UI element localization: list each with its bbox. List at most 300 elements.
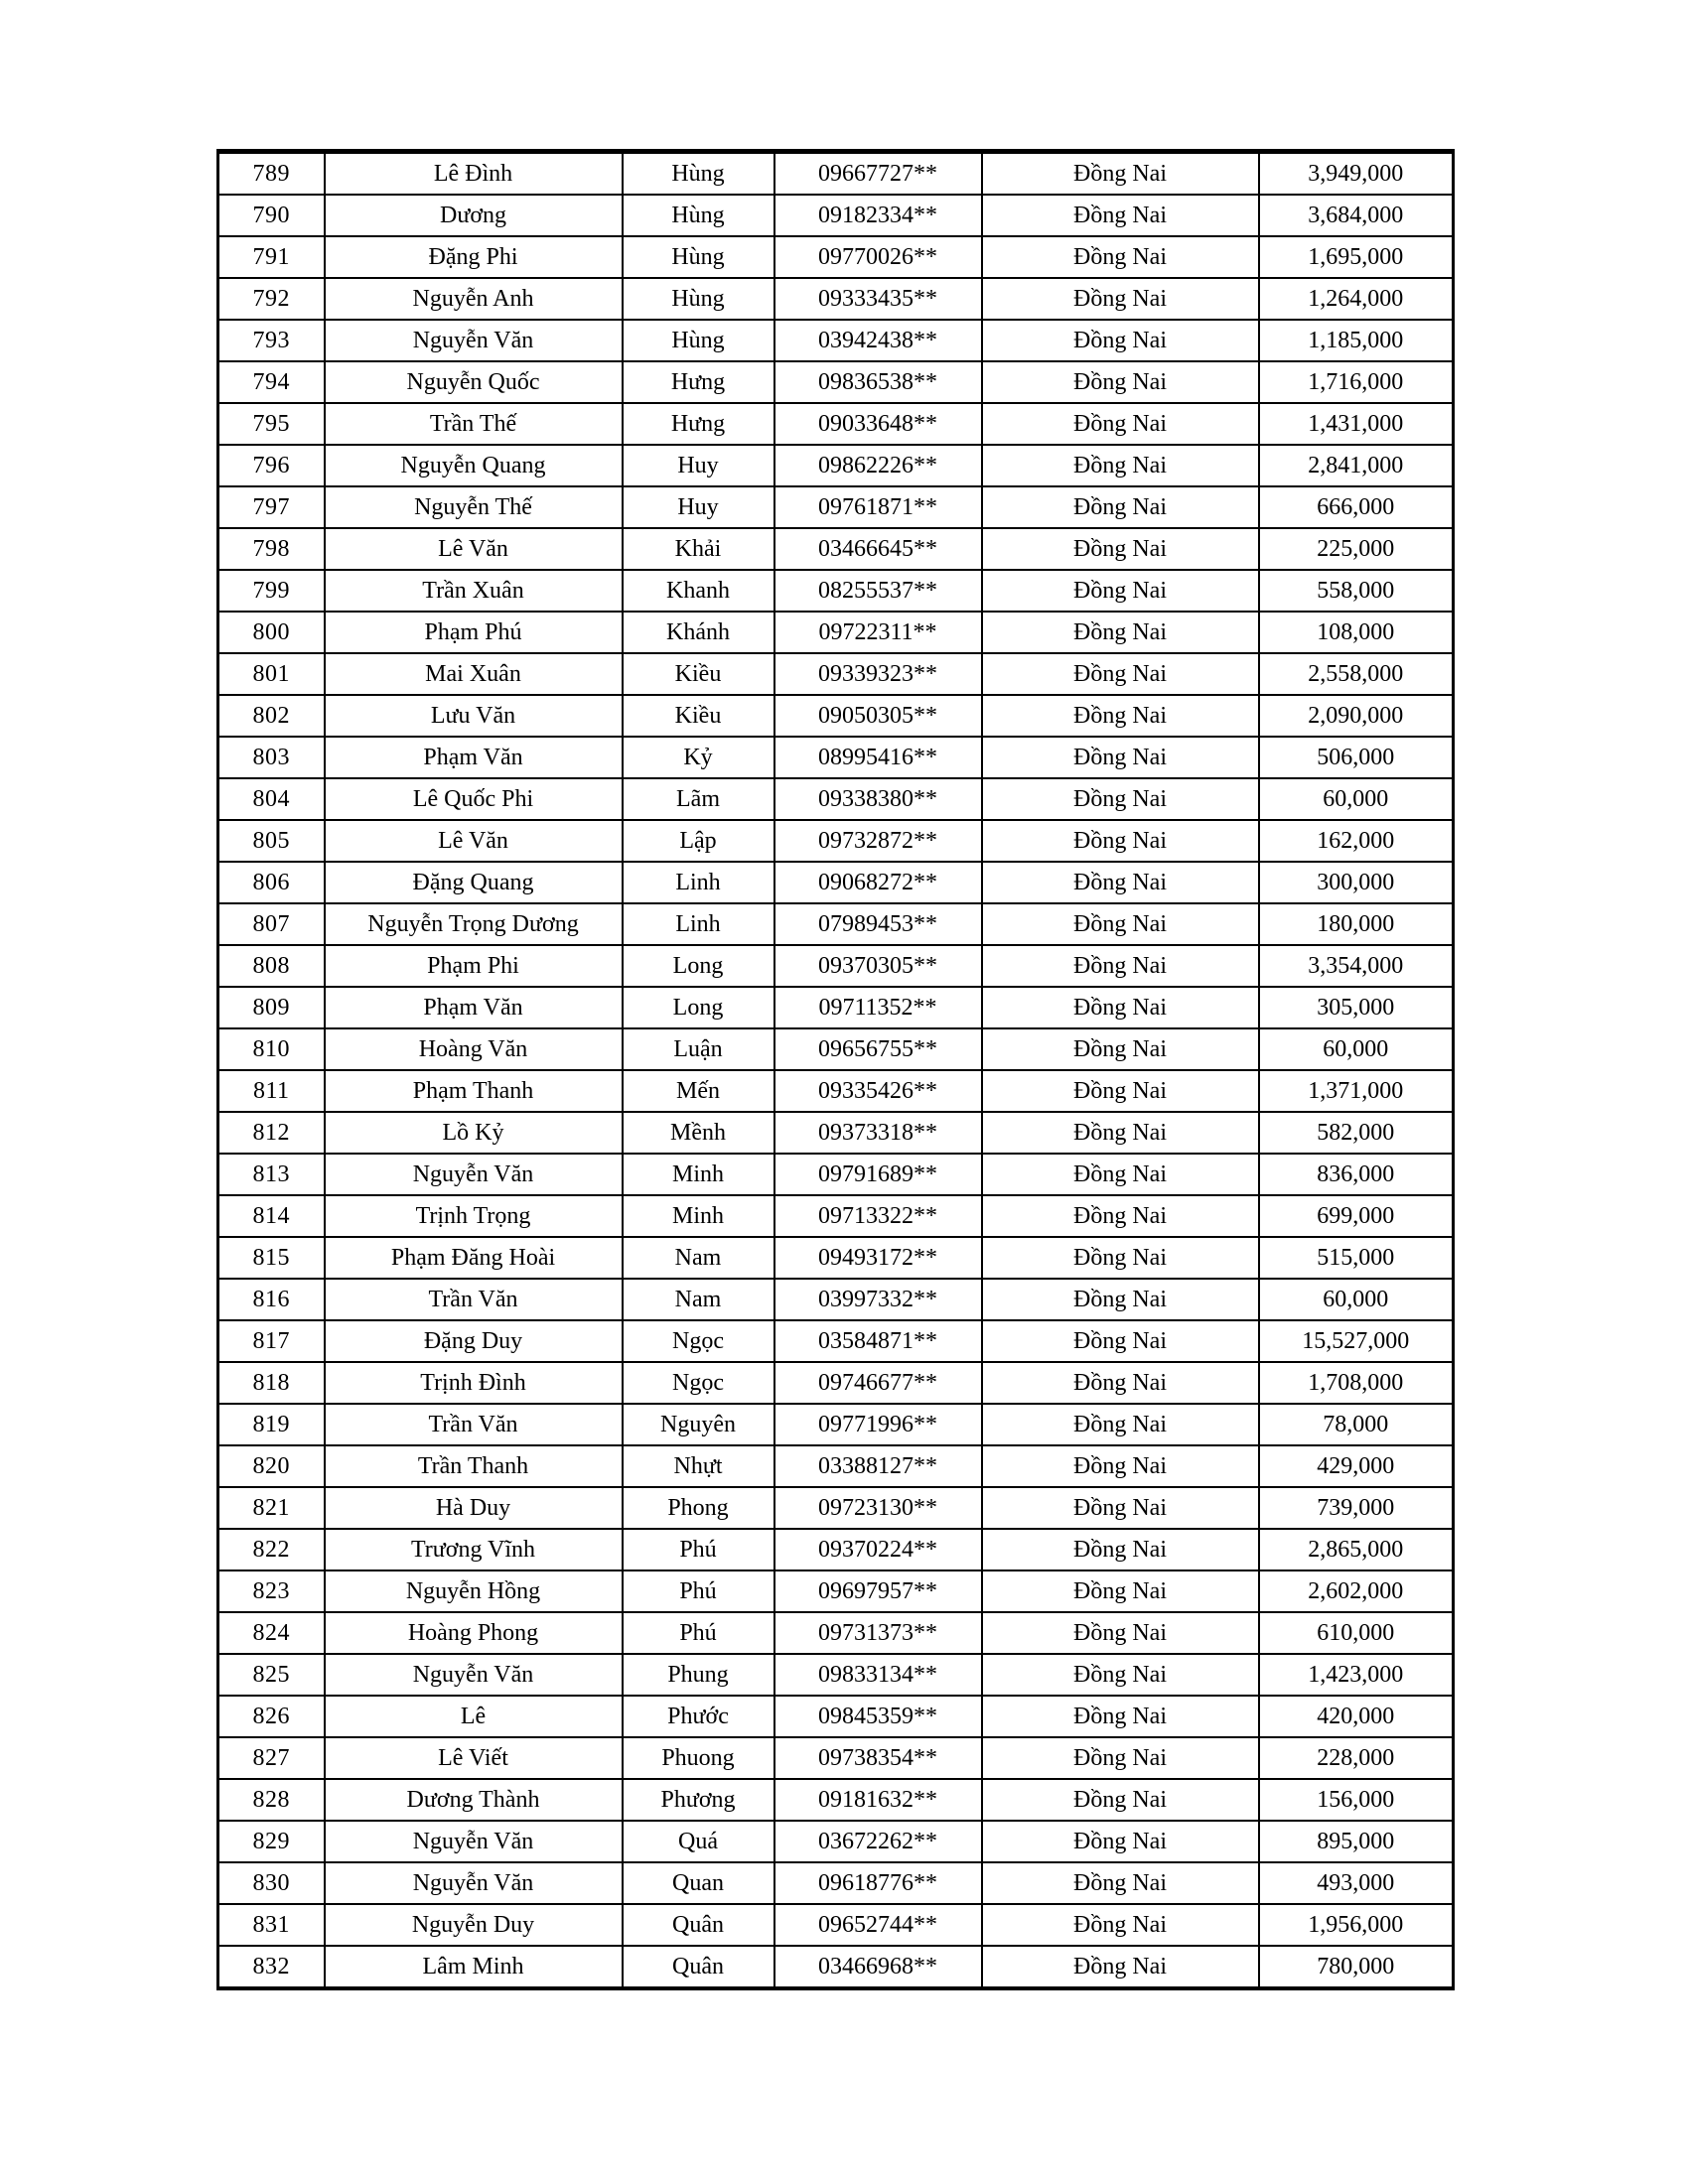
table-row bbox=[218, 1529, 1454, 1570]
cell-phone: 09050305** bbox=[774, 695, 982, 737]
cell-row-number: 821 bbox=[218, 1487, 325, 1529]
cell-phone: 08255537** bbox=[774, 570, 982, 612]
cell-last-name: Luận bbox=[623, 1028, 774, 1070]
cell-row-number: 820 bbox=[218, 1445, 325, 1487]
cell-row-number: 814 bbox=[218, 1195, 325, 1237]
table-body bbox=[218, 152, 1454, 1989]
table-row bbox=[218, 1654, 1454, 1696]
cell-amount: 1,708,000 bbox=[1259, 1362, 1454, 1404]
cell-amount: 2,841,000 bbox=[1259, 445, 1454, 486]
table-row bbox=[218, 1028, 1454, 1070]
table-row bbox=[218, 1237, 1454, 1279]
cell-phone: 09652744** bbox=[774, 1904, 982, 1946]
cell-row-number: 792 bbox=[218, 278, 325, 320]
cell-row-number: 826 bbox=[218, 1696, 325, 1737]
cell-first-name: Đặng Duy bbox=[325, 1320, 623, 1362]
cell-province: Đồng Nai bbox=[982, 820, 1259, 862]
cell-first-name: Trần Văn bbox=[325, 1404, 623, 1445]
cell-phone: 09732872** bbox=[774, 820, 982, 862]
table-row bbox=[218, 570, 1454, 612]
cell-last-name: Phú bbox=[623, 1529, 774, 1570]
table-row bbox=[218, 486, 1454, 528]
cell-last-name: Khải bbox=[623, 528, 774, 570]
cell-last-name: Lãm bbox=[623, 778, 774, 820]
cell-row-number: 819 bbox=[218, 1404, 325, 1445]
cell-row-number: 810 bbox=[218, 1028, 325, 1070]
cell-amount: 1,695,000 bbox=[1259, 236, 1454, 278]
table-row bbox=[218, 653, 1454, 695]
table-row bbox=[218, 1946, 1454, 1988]
cell-amount: 1,956,000 bbox=[1259, 1904, 1454, 1946]
table-row bbox=[218, 612, 1454, 653]
cell-amount: 78,000 bbox=[1259, 1404, 1454, 1445]
cell-amount: 1,431,000 bbox=[1259, 403, 1454, 445]
table-row bbox=[218, 1362, 1454, 1404]
cell-amount: 3,949,000 bbox=[1259, 152, 1454, 196]
table-row bbox=[218, 445, 1454, 486]
cell-amount: 420,000 bbox=[1259, 1696, 1454, 1737]
table-row bbox=[218, 987, 1454, 1028]
cell-row-number: 805 bbox=[218, 820, 325, 862]
cell-province: Đồng Nai bbox=[982, 1696, 1259, 1737]
cell-province: Đồng Nai bbox=[982, 320, 1259, 361]
cell-last-name: Hùng bbox=[623, 152, 774, 196]
cell-amount: 515,000 bbox=[1259, 1237, 1454, 1279]
cell-last-name: Huy bbox=[623, 445, 774, 486]
cell-province: Đồng Nai bbox=[982, 1112, 1259, 1154]
cell-row-number: 817 bbox=[218, 1320, 325, 1362]
cell-first-name: Nguyễn Anh bbox=[325, 278, 623, 320]
cell-phone: 09791689** bbox=[774, 1154, 982, 1195]
cell-row-number: 832 bbox=[218, 1946, 325, 1988]
cell-province: Đồng Nai bbox=[982, 1737, 1259, 1779]
cell-province: Đồng Nai bbox=[982, 152, 1259, 196]
cell-province: Đồng Nai bbox=[982, 862, 1259, 903]
cell-phone: 03466968** bbox=[774, 1946, 982, 1988]
cell-phone: 09667727** bbox=[774, 152, 982, 196]
table-row bbox=[218, 195, 1454, 236]
cell-province: Đồng Nai bbox=[982, 236, 1259, 278]
cell-province: Đồng Nai bbox=[982, 778, 1259, 820]
cell-first-name: Đặng Phi bbox=[325, 236, 623, 278]
cell-last-name: Khanh bbox=[623, 570, 774, 612]
cell-province: Đồng Nai bbox=[982, 445, 1259, 486]
cell-first-name: Nguyễn Trọng Dương bbox=[325, 903, 623, 945]
cell-province: Đồng Nai bbox=[982, 987, 1259, 1028]
cell-last-name: Nam bbox=[623, 1237, 774, 1279]
cell-row-number: 802 bbox=[218, 695, 325, 737]
cell-row-number: 824 bbox=[218, 1612, 325, 1654]
cell-province: Đồng Nai bbox=[982, 361, 1259, 403]
cell-province: Đồng Nai bbox=[982, 1904, 1259, 1946]
cell-province: Đồng Nai bbox=[982, 903, 1259, 945]
cell-first-name: Trần Thế bbox=[325, 403, 623, 445]
cell-first-name: Dương bbox=[325, 195, 623, 236]
table-row bbox=[218, 1154, 1454, 1195]
cell-last-name: Long bbox=[623, 987, 774, 1028]
cell-row-number: 798 bbox=[218, 528, 325, 570]
cell-province: Đồng Nai bbox=[982, 1821, 1259, 1862]
cell-province: Đồng Nai bbox=[982, 1154, 1259, 1195]
cell-row-number: 790 bbox=[218, 195, 325, 236]
cell-row-number: 811 bbox=[218, 1070, 325, 1112]
cell-amount: 506,000 bbox=[1259, 737, 1454, 778]
cell-amount: 2,090,000 bbox=[1259, 695, 1454, 737]
cell-first-name: Phạm Đăng Hoài bbox=[325, 1237, 623, 1279]
table-row bbox=[218, 528, 1454, 570]
cell-first-name: Đặng Quang bbox=[325, 862, 623, 903]
cell-province: Đồng Nai bbox=[982, 1404, 1259, 1445]
cell-last-name: Hưng bbox=[623, 361, 774, 403]
cell-row-number: 797 bbox=[218, 486, 325, 528]
cell-first-name: Nguyễn Quốc bbox=[325, 361, 623, 403]
cell-last-name: Quá bbox=[623, 1821, 774, 1862]
cell-last-name: Phú bbox=[623, 1612, 774, 1654]
cell-amount: 666,000 bbox=[1259, 486, 1454, 528]
cell-amount: 2,602,000 bbox=[1259, 1570, 1454, 1612]
table-row bbox=[218, 1821, 1454, 1862]
cell-province: Đồng Nai bbox=[982, 653, 1259, 695]
table-row bbox=[218, 1737, 1454, 1779]
cell-last-name: Phung bbox=[623, 1654, 774, 1696]
cell-amount: 1,371,000 bbox=[1259, 1070, 1454, 1112]
cell-row-number: 800 bbox=[218, 612, 325, 653]
cell-first-name: Nguyễn Văn bbox=[325, 1654, 623, 1696]
cell-phone: 09738354** bbox=[774, 1737, 982, 1779]
table-row bbox=[218, 1445, 1454, 1487]
cell-province: Đồng Nai bbox=[982, 1487, 1259, 1529]
table-row bbox=[218, 1112, 1454, 1154]
cell-province: Đồng Nai bbox=[982, 1654, 1259, 1696]
cell-last-name: Mềnh bbox=[623, 1112, 774, 1154]
cell-first-name: Hoàng Văn bbox=[325, 1028, 623, 1070]
cell-first-name: Lồ Kỷ bbox=[325, 1112, 623, 1154]
cell-phone: 03584871** bbox=[774, 1320, 982, 1362]
cell-amount: 582,000 bbox=[1259, 1112, 1454, 1154]
cell-phone: 09761871** bbox=[774, 486, 982, 528]
table-row bbox=[218, 1487, 1454, 1529]
cell-last-name: Nam bbox=[623, 1279, 774, 1320]
cell-first-name: Trần Thanh bbox=[325, 1445, 623, 1487]
table-row bbox=[218, 1696, 1454, 1737]
cell-amount: 1,264,000 bbox=[1259, 278, 1454, 320]
cell-province: Đồng Nai bbox=[982, 1445, 1259, 1487]
cell-amount: 493,000 bbox=[1259, 1862, 1454, 1904]
cell-phone: 09338380** bbox=[774, 778, 982, 820]
table-row bbox=[218, 1570, 1454, 1612]
cell-amount: 1,423,000 bbox=[1259, 1654, 1454, 1696]
cell-first-name: Trần Văn bbox=[325, 1279, 623, 1320]
cell-last-name: Nhựt bbox=[623, 1445, 774, 1487]
cell-phone: 09373318** bbox=[774, 1112, 982, 1154]
cell-row-number: 828 bbox=[218, 1779, 325, 1821]
cell-last-name: Quân bbox=[623, 1946, 774, 1988]
cell-first-name: Trịnh Đình bbox=[325, 1362, 623, 1404]
cell-amount: 429,000 bbox=[1259, 1445, 1454, 1487]
cell-row-number: 809 bbox=[218, 987, 325, 1028]
beneficiary-table bbox=[216, 149, 1455, 1990]
table-row bbox=[218, 1070, 1454, 1112]
cell-last-name: Phước bbox=[623, 1696, 774, 1737]
table-row bbox=[218, 1320, 1454, 1362]
cell-first-name: Trần Xuân bbox=[325, 570, 623, 612]
table-row bbox=[218, 778, 1454, 820]
cell-amount: 3,354,000 bbox=[1259, 945, 1454, 987]
cell-first-name: Nguyễn Quang bbox=[325, 445, 623, 486]
table-row bbox=[218, 403, 1454, 445]
table-row bbox=[218, 320, 1454, 361]
cell-amount: 225,000 bbox=[1259, 528, 1454, 570]
cell-first-name: Nguyễn Văn bbox=[325, 1862, 623, 1904]
cell-first-name: Lưu Văn bbox=[325, 695, 623, 737]
cell-province: Đồng Nai bbox=[982, 278, 1259, 320]
cell-last-name: Ngọc bbox=[623, 1320, 774, 1362]
cell-last-name: Khánh bbox=[623, 612, 774, 653]
cell-row-number: 789 bbox=[218, 152, 325, 196]
cell-row-number: 793 bbox=[218, 320, 325, 361]
cell-row-number: 804 bbox=[218, 778, 325, 820]
cell-phone: 09335426** bbox=[774, 1070, 982, 1112]
cell-phone: 09722311** bbox=[774, 612, 982, 653]
cell-row-number: 808 bbox=[218, 945, 325, 987]
cell-amount: 60,000 bbox=[1259, 1279, 1454, 1320]
cell-phone: 09370305** bbox=[774, 945, 982, 987]
cell-province: Đồng Nai bbox=[982, 1070, 1259, 1112]
cell-last-name: Hùng bbox=[623, 236, 774, 278]
cell-province: Đồng Nai bbox=[982, 1529, 1259, 1570]
cell-amount: 699,000 bbox=[1259, 1195, 1454, 1237]
cell-first-name: Lê Quốc Phi bbox=[325, 778, 623, 820]
cell-phone: 09339323** bbox=[774, 653, 982, 695]
cell-row-number: 807 bbox=[218, 903, 325, 945]
cell-phone: 09836538** bbox=[774, 361, 982, 403]
cell-phone: 08995416** bbox=[774, 737, 982, 778]
cell-last-name: Hùng bbox=[623, 195, 774, 236]
cell-amount: 305,000 bbox=[1259, 987, 1454, 1028]
table-row bbox=[218, 945, 1454, 987]
cell-province: Đồng Nai bbox=[982, 195, 1259, 236]
cell-amount: 836,000 bbox=[1259, 1154, 1454, 1195]
cell-first-name: Trịnh Trọng bbox=[325, 1195, 623, 1237]
cell-province: Đồng Nai bbox=[982, 1946, 1259, 1988]
cell-first-name: Phạm Thanh bbox=[325, 1070, 623, 1112]
cell-phone: 09862226** bbox=[774, 445, 982, 486]
cell-province: Đồng Nai bbox=[982, 695, 1259, 737]
cell-last-name: Phú bbox=[623, 1570, 774, 1612]
table-row bbox=[218, 862, 1454, 903]
cell-phone: 09731373** bbox=[774, 1612, 982, 1654]
cell-amount: 2,558,000 bbox=[1259, 653, 1454, 695]
cell-first-name: Hà Duy bbox=[325, 1487, 623, 1529]
cell-row-number: 813 bbox=[218, 1154, 325, 1195]
cell-row-number: 822 bbox=[218, 1529, 325, 1570]
cell-phone: 09181632** bbox=[774, 1779, 982, 1821]
table-row bbox=[218, 737, 1454, 778]
cell-phone: 09068272** bbox=[774, 862, 982, 903]
cell-row-number: 803 bbox=[218, 737, 325, 778]
cell-phone: 03942438** bbox=[774, 320, 982, 361]
table-row bbox=[218, 278, 1454, 320]
cell-last-name: Linh bbox=[623, 862, 774, 903]
cell-province: Đồng Nai bbox=[982, 1279, 1259, 1320]
cell-province: Đồng Nai bbox=[982, 528, 1259, 570]
cell-amount: 180,000 bbox=[1259, 903, 1454, 945]
cell-phone: 09833134** bbox=[774, 1654, 982, 1696]
cell-first-name: Lê Văn bbox=[325, 528, 623, 570]
cell-province: Đồng Nai bbox=[982, 1570, 1259, 1612]
table-row bbox=[218, 1404, 1454, 1445]
cell-province: Đồng Nai bbox=[982, 403, 1259, 445]
cell-province: Đồng Nai bbox=[982, 1028, 1259, 1070]
cell-amount: 895,000 bbox=[1259, 1821, 1454, 1862]
cell-row-number: 791 bbox=[218, 236, 325, 278]
cell-amount: 60,000 bbox=[1259, 1028, 1454, 1070]
cell-phone: 03466645** bbox=[774, 528, 982, 570]
cell-province: Đồng Nai bbox=[982, 945, 1259, 987]
cell-province: Đồng Nai bbox=[982, 1612, 1259, 1654]
cell-row-number: 829 bbox=[218, 1821, 325, 1862]
cell-last-name: Hùng bbox=[623, 278, 774, 320]
cell-amount: 780,000 bbox=[1259, 1946, 1454, 1988]
cell-phone: 07989453** bbox=[774, 903, 982, 945]
cell-amount: 162,000 bbox=[1259, 820, 1454, 862]
cell-phone: 09713322** bbox=[774, 1195, 982, 1237]
cell-first-name: Lê Đình bbox=[325, 152, 623, 196]
cell-phone: 09770026** bbox=[774, 236, 982, 278]
cell-phone: 09697957** bbox=[774, 1570, 982, 1612]
table-row bbox=[218, 695, 1454, 737]
table-row bbox=[218, 1612, 1454, 1654]
cell-last-name: Ngọc bbox=[623, 1362, 774, 1404]
cell-amount: 108,000 bbox=[1259, 612, 1454, 653]
cell-province: Đồng Nai bbox=[982, 1779, 1259, 1821]
cell-row-number: 799 bbox=[218, 570, 325, 612]
cell-phone: 09370224** bbox=[774, 1529, 982, 1570]
cell-first-name: Nguyễn Hồng bbox=[325, 1570, 623, 1612]
cell-phone: 03388127** bbox=[774, 1445, 982, 1487]
cell-phone: 09033648** bbox=[774, 403, 982, 445]
cell-row-number: 795 bbox=[218, 403, 325, 445]
cell-amount: 739,000 bbox=[1259, 1487, 1454, 1529]
cell-first-name: Dương Thành bbox=[325, 1779, 623, 1821]
cell-last-name: Phương bbox=[623, 1779, 774, 1821]
cell-province: Đồng Nai bbox=[982, 1362, 1259, 1404]
cell-first-name: Nguyễn Văn bbox=[325, 1154, 623, 1195]
table-row bbox=[218, 903, 1454, 945]
cell-phone: 09656755** bbox=[774, 1028, 982, 1070]
cell-last-name: Hùng bbox=[623, 320, 774, 361]
cell-last-name: Nguyên bbox=[623, 1404, 774, 1445]
table-row bbox=[218, 1862, 1454, 1904]
cell-last-name: Phong bbox=[623, 1487, 774, 1529]
cell-row-number: 831 bbox=[218, 1904, 325, 1946]
cell-first-name: Mai Xuân bbox=[325, 653, 623, 695]
cell-amount: 2,865,000 bbox=[1259, 1529, 1454, 1570]
cell-row-number: 818 bbox=[218, 1362, 325, 1404]
table-row bbox=[218, 236, 1454, 278]
cell-last-name: Kỷ bbox=[623, 737, 774, 778]
cell-first-name: Phạm Phi bbox=[325, 945, 623, 987]
cell-last-name: Kiều bbox=[623, 695, 774, 737]
cell-first-name: Lê bbox=[325, 1696, 623, 1737]
cell-last-name: Minh bbox=[623, 1154, 774, 1195]
cell-amount: 300,000 bbox=[1259, 862, 1454, 903]
cell-amount: 228,000 bbox=[1259, 1737, 1454, 1779]
cell-first-name: Lê Viết bbox=[325, 1737, 623, 1779]
cell-row-number: 812 bbox=[218, 1112, 325, 1154]
table-row bbox=[218, 820, 1454, 862]
cell-first-name: Phạm Văn bbox=[325, 737, 623, 778]
cell-last-name: Quân bbox=[623, 1904, 774, 1946]
table-row bbox=[218, 361, 1454, 403]
cell-amount: 3,684,000 bbox=[1259, 195, 1454, 236]
cell-first-name: Nguyễn Duy bbox=[325, 1904, 623, 1946]
cell-province: Đồng Nai bbox=[982, 1320, 1259, 1362]
cell-phone: 09746677** bbox=[774, 1362, 982, 1404]
cell-province: Đồng Nai bbox=[982, 1237, 1259, 1279]
cell-phone: 03672262** bbox=[774, 1821, 982, 1862]
cell-row-number: 830 bbox=[218, 1862, 325, 1904]
cell-amount: 558,000 bbox=[1259, 570, 1454, 612]
cell-last-name: Lập bbox=[623, 820, 774, 862]
cell-amount: 610,000 bbox=[1259, 1612, 1454, 1654]
cell-amount: 1,185,000 bbox=[1259, 320, 1454, 361]
cell-first-name: Phạm Văn bbox=[325, 987, 623, 1028]
cell-first-name: Nguyễn Văn bbox=[325, 1821, 623, 1862]
cell-last-name: Hưng bbox=[623, 403, 774, 445]
cell-row-number: 815 bbox=[218, 1237, 325, 1279]
cell-phone: 09711352** bbox=[774, 987, 982, 1028]
cell-row-number: 827 bbox=[218, 1737, 325, 1779]
cell-first-name: Nguyễn Văn bbox=[325, 320, 623, 361]
cell-phone: 09845359** bbox=[774, 1696, 982, 1737]
cell-last-name: Huy bbox=[623, 486, 774, 528]
cell-row-number: 806 bbox=[218, 862, 325, 903]
cell-province: Đồng Nai bbox=[982, 1195, 1259, 1237]
cell-phone: 09333435** bbox=[774, 278, 982, 320]
cell-last-name: Minh bbox=[623, 1195, 774, 1237]
table-row bbox=[218, 152, 1454, 196]
cell-first-name: Hoàng Phong bbox=[325, 1612, 623, 1654]
cell-phone: 03997332** bbox=[774, 1279, 982, 1320]
cell-last-name: Long bbox=[623, 945, 774, 987]
cell-row-number: 796 bbox=[218, 445, 325, 486]
cell-first-name: Phạm Phú bbox=[325, 612, 623, 653]
cell-amount: 156,000 bbox=[1259, 1779, 1454, 1821]
table-row bbox=[218, 1779, 1454, 1821]
cell-first-name: Nguyễn Thế bbox=[325, 486, 623, 528]
cell-phone: 09493172** bbox=[774, 1237, 982, 1279]
table-row bbox=[218, 1279, 1454, 1320]
cell-phone: 09723130** bbox=[774, 1487, 982, 1529]
cell-phone: 09182334** bbox=[774, 195, 982, 236]
cell-row-number: 823 bbox=[218, 1570, 325, 1612]
cell-phone: 09771996** bbox=[774, 1404, 982, 1445]
cell-last-name: Mến bbox=[623, 1070, 774, 1112]
cell-last-name: Phuong bbox=[623, 1737, 774, 1779]
cell-phone: 09618776** bbox=[774, 1862, 982, 1904]
cell-last-name: Kiều bbox=[623, 653, 774, 695]
cell-last-name: Linh bbox=[623, 903, 774, 945]
cell-first-name: Lê Văn bbox=[325, 820, 623, 862]
table-row bbox=[218, 1904, 1454, 1946]
cell-row-number: 825 bbox=[218, 1654, 325, 1696]
cell-amount: 15,527,000 bbox=[1259, 1320, 1454, 1362]
cell-province: Đồng Nai bbox=[982, 486, 1259, 528]
cell-province: Đồng Nai bbox=[982, 570, 1259, 612]
cell-row-number: 801 bbox=[218, 653, 325, 695]
cell-first-name: Trương Vĩnh bbox=[325, 1529, 623, 1570]
